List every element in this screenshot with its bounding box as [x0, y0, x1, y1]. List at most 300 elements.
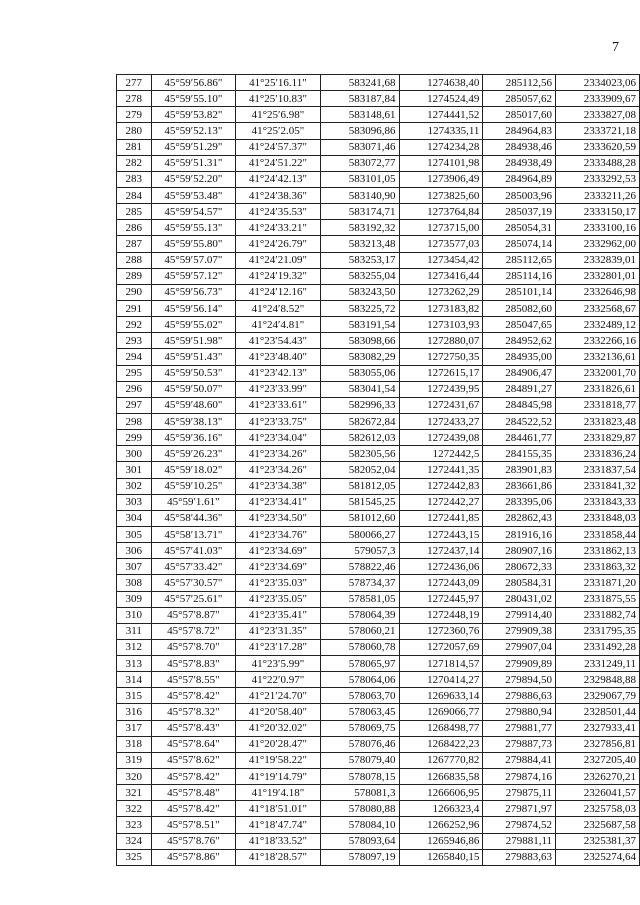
- latitude-cell: 45°59′52.20": [151, 171, 236, 187]
- point-number-cell: 281: [117, 139, 152, 155]
- coord-y1-cell: 1265946,86: [399, 833, 483, 849]
- point-number-cell: 315: [117, 688, 152, 704]
- latitude-cell: 45°57′33.42": [151, 559, 236, 575]
- longitude-cell: 41°23′34.38": [236, 478, 321, 494]
- point-number-cell: 294: [117, 349, 152, 365]
- point-number-cell: 307: [117, 559, 152, 575]
- coord-x2-cell: 284845,98: [483, 397, 556, 413]
- coord-x2-cell: 279884,41: [483, 752, 556, 768]
- longitude-cell: 41°22′0.97": [236, 672, 321, 688]
- coord-x1-cell: 581012,60: [320, 510, 399, 526]
- table-row: [117, 591, 640, 607]
- point-number-cell: 325: [117, 849, 152, 865]
- table-row: [117, 575, 640, 591]
- coord-y2-cell: 2332266,16: [556, 333, 640, 349]
- table-row: [117, 704, 640, 720]
- table-row: [117, 559, 640, 575]
- point-number-cell: 314: [117, 672, 152, 688]
- coord-x1-cell: 583191,54: [320, 317, 399, 333]
- point-number-cell: 306: [117, 543, 152, 559]
- coord-y2-cell: 2327205,40: [556, 752, 640, 768]
- point-number-cell: 300: [117, 446, 152, 462]
- coord-x1-cell: 578064,39: [320, 607, 399, 623]
- coord-y1-cell: 1267770,82: [399, 752, 483, 768]
- table-row: [117, 333, 640, 349]
- point-number-cell: 319: [117, 752, 152, 768]
- table-row: [117, 494, 640, 510]
- coord-y1-cell: 1273454,42: [399, 252, 483, 268]
- coord-y2-cell: 2326270,21: [556, 769, 640, 785]
- point-number-cell: 305: [117, 526, 152, 542]
- point-number-cell: 284: [117, 187, 152, 203]
- coord-x2-cell: 285101,14: [483, 284, 556, 300]
- coord-x1-cell: 578080,88: [320, 801, 399, 817]
- coord-x2-cell: 280584,31: [483, 575, 556, 591]
- longitude-cell: 41°25′16.11": [236, 75, 321, 91]
- coord-x2-cell: 279914,40: [483, 607, 556, 623]
- coord-x1-cell: 578060,78: [320, 639, 399, 655]
- point-number-cell: 316: [117, 704, 152, 720]
- longitude-cell: 41°18′28.57": [236, 849, 321, 865]
- latitude-cell: 45°57′8.70": [151, 639, 236, 655]
- point-number-cell: 310: [117, 607, 152, 623]
- table-row: [117, 769, 640, 785]
- coord-x2-cell: 282862,43: [483, 510, 556, 526]
- coord-y1-cell: 1272443,15: [399, 526, 483, 542]
- table-row: [117, 155, 640, 171]
- table-row: [117, 688, 640, 704]
- longitude-cell: 41°18′51.01": [236, 801, 321, 817]
- coord-x1-cell: 583241,68: [320, 75, 399, 91]
- longitude-cell: 41°20′28.47": [236, 736, 321, 752]
- longitude-cell: 41°24′57.37": [236, 139, 321, 155]
- coord-y1-cell: 1272057,69: [399, 639, 483, 655]
- coord-y1-cell: 1266323,4: [399, 801, 483, 817]
- table-row: [117, 365, 640, 381]
- point-number-cell: 297: [117, 397, 152, 413]
- coord-y2-cell: 2331875,55: [556, 591, 640, 607]
- table-row: [117, 720, 640, 736]
- coord-y2-cell: 2331795,35: [556, 623, 640, 639]
- longitude-cell: 41°21′24.70": [236, 688, 321, 704]
- coord-x1-cell: 583255,04: [320, 268, 399, 284]
- latitude-cell: 45°57′8.42": [151, 769, 236, 785]
- coord-x1-cell: 578063,70: [320, 688, 399, 704]
- coord-x1-cell: 578084,10: [320, 817, 399, 833]
- coord-x1-cell: 582052,04: [320, 462, 399, 478]
- point-number-cell: 312: [117, 639, 152, 655]
- coord-y1-cell: 1269066,77: [399, 704, 483, 720]
- coord-y2-cell: 2331848,03: [556, 510, 640, 526]
- coord-y1-cell: 1272431,67: [399, 397, 483, 413]
- coord-x1-cell: 583101,05: [320, 171, 399, 187]
- longitude-cell: 41°19′58.22": [236, 752, 321, 768]
- coord-x1-cell: 578076,46: [320, 736, 399, 752]
- longitude-cell: 41°24′42.13": [236, 171, 321, 187]
- point-number-cell: 279: [117, 107, 152, 123]
- point-number-cell: 283: [117, 171, 152, 187]
- point-number-cell: 303: [117, 494, 152, 510]
- point-number-cell: 324: [117, 833, 152, 849]
- coord-x2-cell: 279875,11: [483, 785, 556, 801]
- longitude-cell: 41°18′33.52": [236, 833, 321, 849]
- longitude-cell: 41°23′34.76": [236, 526, 321, 542]
- latitude-cell: 45°59′51.29": [151, 139, 236, 155]
- table-row: [117, 785, 640, 801]
- point-number-cell: 309: [117, 591, 152, 607]
- table-row: [117, 623, 640, 639]
- point-number-cell: 288: [117, 252, 152, 268]
- coord-x1-cell: 578063,45: [320, 704, 399, 720]
- table-row: [117, 656, 640, 672]
- coord-y2-cell: 2333211,26: [556, 187, 640, 203]
- longitude-cell: 41°23′34.69": [236, 543, 321, 559]
- coord-x2-cell: 279881,11: [483, 833, 556, 849]
- longitude-cell: 41°23′34.50": [236, 510, 321, 526]
- table-row: [117, 833, 640, 849]
- coord-x2-cell: 279874,52: [483, 817, 556, 833]
- latitude-cell: 45°58′44.36": [151, 510, 236, 526]
- table-row: [117, 91, 640, 107]
- coord-y2-cell: 2331836,24: [556, 446, 640, 462]
- longitude-cell: 41°24′4.81": [236, 317, 321, 333]
- coord-x1-cell: 583071,46: [320, 139, 399, 155]
- coord-y2-cell: 2331862,13: [556, 543, 640, 559]
- coord-y1-cell: 1265840,15: [399, 849, 483, 865]
- point-number-cell: 287: [117, 236, 152, 252]
- point-number-cell: 304: [117, 510, 152, 526]
- latitude-cell: 45°57′25.61": [151, 591, 236, 607]
- coord-x1-cell: 578078,15: [320, 769, 399, 785]
- longitude-cell: 41°24′38.36": [236, 187, 321, 203]
- coord-x2-cell: 283395,06: [483, 494, 556, 510]
- table-body: [117, 75, 640, 866]
- table-row: [117, 220, 640, 236]
- latitude-cell: 45°59′51.43": [151, 349, 236, 365]
- coord-y1-cell: 1274234,28: [399, 139, 483, 155]
- table-row: [117, 526, 640, 542]
- point-number-cell: 302: [117, 478, 152, 494]
- latitude-cell: 45°57′8.55": [151, 672, 236, 688]
- longitude-cell: 41°23′35.05": [236, 591, 321, 607]
- point-number-cell: 280: [117, 123, 152, 139]
- coord-y2-cell: 2332136,61: [556, 349, 640, 365]
- longitude-cell: 41°23′31.35": [236, 623, 321, 639]
- point-number-cell: 285: [117, 204, 152, 220]
- coord-x2-cell: 284935,00: [483, 349, 556, 365]
- latitude-cell: 45°59′55.10": [151, 91, 236, 107]
- coord-x2-cell: 284155,35: [483, 446, 556, 462]
- longitude-cell: 41°23′34.26": [236, 462, 321, 478]
- coord-y1-cell: 1272442,27: [399, 494, 483, 510]
- latitude-cell: 45°59′55.02": [151, 317, 236, 333]
- table-row: [117, 752, 640, 768]
- coord-y1-cell: 1272441,35: [399, 462, 483, 478]
- coord-y1-cell: 1274335,11: [399, 123, 483, 139]
- latitude-cell: 45°57′8.87": [151, 607, 236, 623]
- longitude-cell: 41°24′21.09": [236, 252, 321, 268]
- coord-y2-cell: 2331858,44: [556, 526, 640, 542]
- coord-x2-cell: 284461,77: [483, 430, 556, 446]
- coord-y2-cell: 2333827,08: [556, 107, 640, 123]
- longitude-cell: 41°23′34.41": [236, 494, 321, 510]
- coord-x2-cell: 279881,77: [483, 720, 556, 736]
- table-row: [117, 510, 640, 526]
- coord-x2-cell: 279871,97: [483, 801, 556, 817]
- coord-y2-cell: 2333150,17: [556, 204, 640, 220]
- coord-y2-cell: 2325687,58: [556, 817, 640, 833]
- table-row: [117, 849, 640, 865]
- coord-x1-cell: 581545,25: [320, 494, 399, 510]
- coord-y1-cell: 1273825,60: [399, 187, 483, 203]
- coord-y2-cell: 2332489,12: [556, 317, 640, 333]
- longitude-cell: 41°23′5.99": [236, 656, 321, 672]
- point-number-cell: 290: [117, 284, 152, 300]
- coord-x2-cell: 284938,49: [483, 155, 556, 171]
- table-row: [117, 268, 640, 284]
- coord-x2-cell: 279907,04: [483, 639, 556, 655]
- latitude-cell: 45°59′55.13": [151, 220, 236, 236]
- coord-y1-cell: 1274524,49: [399, 91, 483, 107]
- coord-x2-cell: 279894,50: [483, 672, 556, 688]
- coord-x2-cell: 285003,96: [483, 187, 556, 203]
- point-number-cell: 320: [117, 769, 152, 785]
- coord-y2-cell: 2325758,03: [556, 801, 640, 817]
- coord-x2-cell: 285082,60: [483, 300, 556, 316]
- coord-y1-cell: 1266606,95: [399, 785, 483, 801]
- latitude-cell: 45°57′8.64": [151, 736, 236, 752]
- longitude-cell: 41°25′2.05": [236, 123, 321, 139]
- longitude-cell: 41°19′14.79": [236, 769, 321, 785]
- coord-x1-cell: 583225,72: [320, 300, 399, 316]
- table-row: [117, 284, 640, 300]
- coord-y1-cell: 1266252,96: [399, 817, 483, 833]
- coord-y1-cell: 1272442,83: [399, 478, 483, 494]
- coord-y1-cell: 1273416,44: [399, 268, 483, 284]
- point-number-cell: 311: [117, 623, 152, 639]
- coord-y1-cell: 1274441,52: [399, 107, 483, 123]
- latitude-cell: 45°57′8.83": [151, 656, 236, 672]
- latitude-cell: 45°59′56.86": [151, 75, 236, 91]
- coord-x1-cell: 578069,75: [320, 720, 399, 736]
- coord-x2-cell: 283901,83: [483, 462, 556, 478]
- latitude-cell: 45°57′8.42": [151, 801, 236, 817]
- coord-y2-cell: 2333620,59: [556, 139, 640, 155]
- longitude-cell: 41°23′33.61": [236, 397, 321, 413]
- coord-x1-cell: 583148,61: [320, 107, 399, 123]
- coord-x2-cell: 279887,73: [483, 736, 556, 752]
- coord-y2-cell: 2331837,54: [556, 462, 640, 478]
- coord-x1-cell: 583213,48: [320, 236, 399, 252]
- coord-x2-cell: 285114,16: [483, 268, 556, 284]
- latitude-cell: 45°59′38.13": [151, 413, 236, 429]
- longitude-cell: 41°23′42.13": [236, 365, 321, 381]
- coord-x2-cell: 285112,65: [483, 252, 556, 268]
- coord-y1-cell: 1273764,84: [399, 204, 483, 220]
- table-row: [117, 639, 640, 655]
- latitude-cell: 45°59′50.07": [151, 381, 236, 397]
- coord-y1-cell: 1272439,95: [399, 381, 483, 397]
- coord-x2-cell: 285037,19: [483, 204, 556, 220]
- coord-y1-cell: 1269633,14: [399, 688, 483, 704]
- coord-y2-cell: 2329067,79: [556, 688, 640, 704]
- coord-x2-cell: 285054,31: [483, 220, 556, 236]
- table-row: [117, 478, 640, 494]
- point-number-cell: 295: [117, 365, 152, 381]
- coord-y2-cell: 2331492,28: [556, 639, 640, 655]
- table-row: [117, 413, 640, 429]
- point-number-cell: 321: [117, 785, 152, 801]
- table-row: [117, 381, 640, 397]
- coord-y1-cell: 1272437,14: [399, 543, 483, 559]
- latitude-cell: 45°57′30.57": [151, 575, 236, 591]
- coord-x1-cell: 583082,29: [320, 349, 399, 365]
- longitude-cell: 41°23′35.41": [236, 607, 321, 623]
- latitude-cell: 45°59′36.16": [151, 430, 236, 446]
- coord-x2-cell: 285057,62: [483, 91, 556, 107]
- point-number-cell: 317: [117, 720, 152, 736]
- coord-x1-cell: 580066,27: [320, 526, 399, 542]
- coord-x1-cell: 578822,46: [320, 559, 399, 575]
- latitude-cell: 45°57′8.86": [151, 849, 236, 865]
- coord-y2-cell: 2325381,37: [556, 833, 640, 849]
- page-number: 7: [612, 40, 619, 55]
- coord-x1-cell: 579057,3: [320, 543, 399, 559]
- table-row: [117, 817, 640, 833]
- coord-x2-cell: 285074,14: [483, 236, 556, 252]
- latitude-cell: 45°59′26.23": [151, 446, 236, 462]
- longitude-cell: 41°23′17.28": [236, 639, 321, 655]
- coord-y1-cell: 1274101,98: [399, 155, 483, 171]
- table-row: [117, 204, 640, 220]
- table-row: [117, 349, 640, 365]
- longitude-cell: 41°20′58.40": [236, 704, 321, 720]
- coord-y1-cell: 1274638,40: [399, 75, 483, 91]
- coord-y1-cell: 1273103,93: [399, 317, 483, 333]
- latitude-cell: 45°57′8.48": [151, 785, 236, 801]
- table-row: [117, 446, 640, 462]
- longitude-cell: 41°23′33.99": [236, 381, 321, 397]
- coord-y2-cell: 2331882,74: [556, 607, 640, 623]
- longitude-cell: 41°24′51.22": [236, 155, 321, 171]
- coord-y2-cell: 2331841,32: [556, 478, 640, 494]
- coord-x2-cell: 284964,89: [483, 171, 556, 187]
- coord-y1-cell: 1270414,27: [399, 672, 483, 688]
- coord-y2-cell: 2333721,18: [556, 123, 640, 139]
- longitude-cell: 41°23′34.26": [236, 446, 321, 462]
- coord-x1-cell: 583140,90: [320, 187, 399, 203]
- latitude-cell: 45°57′8.51": [151, 817, 236, 833]
- coord-y2-cell: 2327933,41: [556, 720, 640, 736]
- table-row: [117, 123, 640, 139]
- table-row: [117, 317, 640, 333]
- coord-y2-cell: 2333100,16: [556, 220, 640, 236]
- latitude-cell: 45°59′57.12": [151, 268, 236, 284]
- coord-y2-cell: 2331843,33: [556, 494, 640, 510]
- coord-x1-cell: 583096,86: [320, 123, 399, 139]
- table-row: [117, 543, 640, 559]
- coord-x1-cell: 583072,77: [320, 155, 399, 171]
- coord-x2-cell: 280672,33: [483, 559, 556, 575]
- coord-y2-cell: 2332801,01: [556, 268, 640, 284]
- coord-y1-cell: 1272443,09: [399, 575, 483, 591]
- coord-x2-cell: 279909,89: [483, 656, 556, 672]
- point-number-cell: 293: [117, 333, 152, 349]
- point-number-cell: 278: [117, 91, 152, 107]
- point-number-cell: 313: [117, 656, 152, 672]
- table-row: [117, 672, 640, 688]
- coord-x2-cell: 285047,65: [483, 317, 556, 333]
- coord-x1-cell: 578093,64: [320, 833, 399, 849]
- coord-x2-cell: 279909,38: [483, 623, 556, 639]
- coord-x2-cell: 284938,46: [483, 139, 556, 155]
- longitude-cell: 41°20′32.02": [236, 720, 321, 736]
- longitude-cell: 41°24′19.32": [236, 268, 321, 284]
- longitude-cell: 41°23′34.69": [236, 559, 321, 575]
- longitude-cell: 41°23′34.04": [236, 430, 321, 446]
- coord-y1-cell: 1273906,49: [399, 171, 483, 187]
- point-number-cell: 291: [117, 300, 152, 316]
- point-number-cell: 299: [117, 430, 152, 446]
- coord-y1-cell: 1272436,06: [399, 559, 483, 575]
- coord-y1-cell: 1272750,35: [399, 349, 483, 365]
- coord-y2-cell: 2325274,64: [556, 849, 640, 865]
- latitude-cell: 45°59′56.14": [151, 300, 236, 316]
- point-number-cell: 282: [117, 155, 152, 171]
- coord-x2-cell: 284522,52: [483, 413, 556, 429]
- coord-x1-cell: 583253,17: [320, 252, 399, 268]
- table-row: [117, 300, 640, 316]
- latitude-cell: 45°57′41.03": [151, 543, 236, 559]
- longitude-cell: 41°24′12.16": [236, 284, 321, 300]
- longitude-cell: 41°23′35.03": [236, 575, 321, 591]
- coord-x1-cell: 582612,03: [320, 430, 399, 446]
- coord-x2-cell: 279883,63: [483, 849, 556, 865]
- point-number-cell: 298: [117, 413, 152, 429]
- coord-x2-cell: 279880,94: [483, 704, 556, 720]
- coord-x1-cell: 583243,50: [320, 284, 399, 300]
- coord-x1-cell: 578060,21: [320, 623, 399, 639]
- longitude-cell: 41°24′33.21": [236, 220, 321, 236]
- latitude-cell: 45°59′50.53": [151, 365, 236, 381]
- coord-x1-cell: 583174,71: [320, 204, 399, 220]
- point-number-cell: 301: [117, 462, 152, 478]
- coord-y2-cell: 2333488,28: [556, 155, 640, 171]
- latitude-cell: 45°59′56.73": [151, 284, 236, 300]
- coord-y1-cell: 1272880,07: [399, 333, 483, 349]
- latitude-cell: 45°57′8.72": [151, 623, 236, 639]
- point-number-cell: 308: [117, 575, 152, 591]
- coord-x2-cell: 285112,56: [483, 75, 556, 91]
- latitude-cell: 45°59′53.82": [151, 107, 236, 123]
- coord-x1-cell: 578079,40: [320, 752, 399, 768]
- coord-y2-cell: 2332962,00: [556, 236, 640, 252]
- point-number-cell: 323: [117, 817, 152, 833]
- coord-x2-cell: 284952,62: [483, 333, 556, 349]
- coord-y1-cell: 1272441,85: [399, 510, 483, 526]
- coord-y1-cell: 1272445,97: [399, 591, 483, 607]
- coord-x1-cell: 582996,33: [320, 397, 399, 413]
- coord-y2-cell: 2331826,61: [556, 381, 640, 397]
- coord-y1-cell: 1271814,57: [399, 656, 483, 672]
- coord-y2-cell: 2329848,88: [556, 672, 640, 688]
- coord-x1-cell: 578097,19: [320, 849, 399, 865]
- coord-x2-cell: 283661,86: [483, 478, 556, 494]
- table-row: [117, 397, 640, 413]
- coord-x1-cell: 578065,97: [320, 656, 399, 672]
- longitude-cell: 41°19′4.18": [236, 785, 321, 801]
- coord-y2-cell: 2331871,20: [556, 575, 640, 591]
